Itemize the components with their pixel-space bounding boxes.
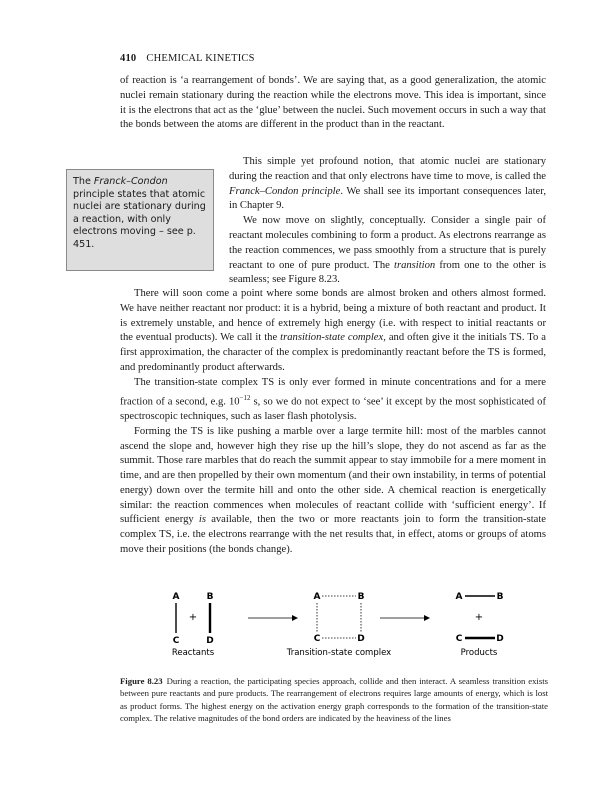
- reaction-arrow-2-head: [424, 615, 430, 621]
- reactant-atom-c: C: [172, 636, 180, 646]
- paragraph-1: of reaction is ‘a rearrangement of bonds’. We are saying that, as a good generalization, the atomic nuclei remain stationary during the reaction while the electrons move. This idea is important, since it is the electrons that act as the ‘glue’ between the nuclei. Such movement occurs in such a way that the bonds between the atoms are different in the product than in the reactant.: [120, 75, 546, 131]
- paragraph-block-main: [120, 287, 546, 558]
- figure-caption: [120, 675, 548, 725]
- paragraph-concentration: The transition-state complex TS is only ever formed in minute concentrations and for a mere fraction of a second, e.g. $10^{-12}$ s, so we do not expect to ‘see’ it except by the most sophisticated of spectroscopic techniques, such as laser flash photolysis.: [120, 376, 546, 422]
- figure-8-23-diagram: [0, 585, 615, 665]
- label-ts-complex: Transition-state complex: [286, 648, 392, 658]
- paragraph-intro: [120, 74, 546, 133]
- reactant-atom-d: D: [206, 636, 214, 646]
- ts-atom-b: B: [357, 592, 365, 602]
- paragraph-termite-hill: Forming the TS is like pushing a marble over a large termite hill: most of the marbles cannot ascend the slope and, however high they rise up the hill’s slope, they do not ascend as far as the summit. Those rare marbles that do reach the summit appear to stay immobile for a mere moment in time, and are then propelled by their own momentum (and their own instability, in terms of potential energy) down over the termite hill and onto the other side. A chemical reaction is energetically similar: the reaction commences when molecules of reactant collide with ‘sufficient energy’. If sufficient energy is available, then the two or more reactants join to form the transition-state complex TS, i.e. the electrons rearrange with the net results that, in effect, atoms or groups of atoms move their positions (the bonds change).: [120, 425, 546, 556]
- ts-atom-d: D: [357, 634, 365, 644]
- reactant-atom-a: A: [172, 592, 180, 602]
- figure-caption-label: Figure 8.23: [120, 676, 163, 686]
- figure-caption-text: During a reaction, the participating species approach, collide and then interact. A seamless transition exists between pure reactants and pure products. The rearrangement of electrons requires large amounts of energy, which is lost as product forms. The highest energy on the activation energy graph corresponds to the formation of the transition-state complex. The relative magnitudes of the bond orders are indicated by the heaviness of the lines: [120, 676, 549, 724]
- paragraph-ts-complex: There will soon come a point where some bonds are almost broken and others almost formed. We have neither reactant nor product: it is a hybrid, being a mixture of both reactant and product. It is extremely unstable, and hence of extremely high energy (i.e. with respect to initial reactants or the eventual products). We call it the transition-state complex, and often give it the initials TS. To a first approximation, the character of the complex is predominantly reactant before the TS is formed, and predominantly product afterwards.: [120, 288, 547, 373]
- reactant-plus: +: [188, 612, 198, 623]
- running-header: [120, 53, 255, 64]
- product-atom-b: B: [496, 592, 504, 602]
- product-atom-a: A: [455, 592, 463, 602]
- reactant-atom-b: B: [206, 592, 214, 602]
- paragraph-transition: We now move on slightly, conceptually. Consider a single pair of reactant molecules combining to form a product. As electrons rearrange as the reaction commences, we pass smoothly from a structure that is purely reactant to one of pure product. The transition from one to the other is seamless; see Figure 8.23.: [229, 215, 547, 286]
- label-reactants: Reactants: [171, 648, 215, 658]
- product-atom-d: D: [496, 634, 504, 644]
- margin-note-box: [66, 169, 214, 271]
- running-title: CHEMICAL KINETICS: [146, 53, 255, 64]
- paragraph-franck-condon: This simple yet profound notion, that atomic nuclei are stationary during the reaction and that only electrons have time to move, is called the Franck–Condon principle. We shall see its important consequences later, in Chapter 9.: [229, 156, 546, 212]
- ts-atom-a: A: [313, 592, 321, 602]
- label-products: Products: [460, 648, 498, 658]
- page-number: 410: [120, 53, 137, 64]
- reaction-arrow-1-head: [292, 615, 298, 621]
- product-atom-c: C: [455, 634, 463, 644]
- product-plus: +: [474, 612, 484, 623]
- paragraph-block-right: [229, 155, 546, 288]
- margin-note-text: The Franck–Condon principle states that atomic nuclei are stationary during a reaction, with only electrons moving – see p. 451.: [73, 176, 206, 250]
- ts-atom-c: C: [313, 634, 321, 644]
